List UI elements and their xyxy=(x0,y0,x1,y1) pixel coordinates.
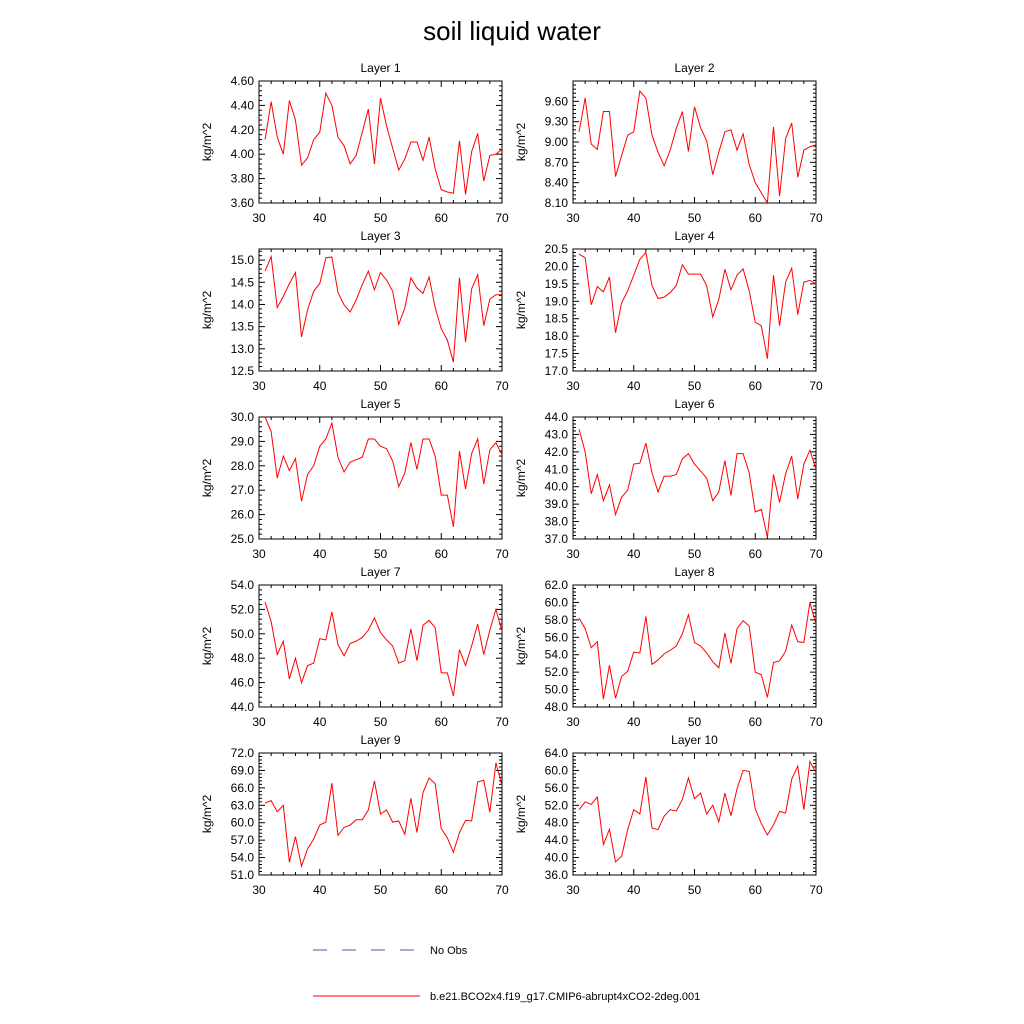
series-line xyxy=(265,257,502,363)
series-line xyxy=(579,762,816,862)
y-tick-label: 56.0 xyxy=(544,780,568,795)
y-tick-label: 40.0 xyxy=(544,850,568,865)
y-tick-label: 4.20 xyxy=(230,122,254,137)
x-tick-label: 50 xyxy=(687,547,702,561)
y-tick-label: 36.0 xyxy=(544,868,568,882)
y-tick-label: 54.0 xyxy=(230,850,254,865)
y-tick-label: 20.5 xyxy=(544,242,568,256)
y-tick-label: 8.70 xyxy=(544,155,568,170)
y-tick-label: 14.5 xyxy=(230,275,254,290)
panel-title: Layer 1 xyxy=(360,61,401,75)
y-tick-label: 4.40 xyxy=(230,98,254,113)
series-line xyxy=(265,602,502,696)
y-tick-label: 17.5 xyxy=(544,346,568,361)
x-tick-label: 30 xyxy=(566,547,580,561)
x-tick-label: 40 xyxy=(627,883,641,897)
y-tick-label: 48.0 xyxy=(544,815,568,830)
y-axis-label: kg/m^2 xyxy=(514,290,528,330)
y-tick-label: 60.0 xyxy=(544,763,568,778)
x-tick-label: 70 xyxy=(809,379,823,393)
y-tick-label: 46.0 xyxy=(230,675,254,690)
y-tick-label: 39.0 xyxy=(544,497,568,512)
y-tick-label: 25.0 xyxy=(230,532,254,546)
panel-title: Layer 4 xyxy=(674,229,715,243)
y-axis-label: kg/m^2 xyxy=(200,626,214,666)
panel-3 xyxy=(200,229,509,393)
y-axis-label: kg/m^2 xyxy=(200,458,214,498)
plot-frame xyxy=(259,585,502,707)
y-tick-label: 20.0 xyxy=(544,259,568,274)
y-tick-label: 30.0 xyxy=(230,410,254,424)
panel-title: Layer 10 xyxy=(671,733,718,747)
y-tick-label: 13.5 xyxy=(230,319,254,334)
legend-label-no-obs: No Obs xyxy=(430,945,468,957)
x-tick-label: 30 xyxy=(566,883,580,897)
plot-frame xyxy=(573,585,816,707)
plot-frame xyxy=(573,417,816,539)
x-tick-label: 60 xyxy=(748,211,762,225)
panel-6 xyxy=(514,397,823,561)
y-tick-label: 60.0 xyxy=(230,815,254,830)
x-tick-label: 40 xyxy=(627,379,641,393)
figure-title: soil liquid water xyxy=(423,16,601,46)
y-tick-label: 58.0 xyxy=(544,612,568,627)
y-axis-label: kg/m^2 xyxy=(200,794,214,834)
series-line xyxy=(265,93,502,194)
y-tick-label: 48.0 xyxy=(544,700,568,714)
x-tick-label: 40 xyxy=(313,715,327,729)
panel-title: Layer 5 xyxy=(360,397,401,411)
x-tick-label: 60 xyxy=(434,211,448,225)
x-tick-label: 40 xyxy=(313,883,327,897)
x-tick-label: 30 xyxy=(566,715,580,729)
y-tick-label: 8.40 xyxy=(544,175,568,190)
y-tick-label: 29.0 xyxy=(230,434,254,449)
y-axis-label: kg/m^2 xyxy=(200,122,214,162)
x-tick-label: 70 xyxy=(495,883,509,897)
y-axis-label: kg/m^2 xyxy=(514,458,528,498)
y-tick-label: 14.0 xyxy=(230,297,254,312)
y-tick-label: 69.0 xyxy=(230,763,254,778)
x-tick-label: 50 xyxy=(373,211,388,225)
x-tick-label: 70 xyxy=(809,715,823,729)
panel-title: Layer 6 xyxy=(674,397,715,411)
x-tick-label: 40 xyxy=(627,547,641,561)
y-tick-label: 42.0 xyxy=(544,444,568,459)
y-tick-label: 17.0 xyxy=(544,364,568,378)
panel-title: Layer 7 xyxy=(360,565,401,579)
y-tick-label: 4.60 xyxy=(230,74,254,88)
y-tick-label: 3.60 xyxy=(230,196,254,210)
series-line xyxy=(579,91,816,203)
panel-9 xyxy=(200,733,509,897)
y-axis-label: kg/m^2 xyxy=(514,626,528,666)
x-tick-label: 70 xyxy=(809,883,823,897)
panel-5 xyxy=(200,397,509,561)
y-tick-label: 26.0 xyxy=(230,507,254,522)
y-tick-label: 40.0 xyxy=(544,479,568,494)
x-tick-label: 30 xyxy=(252,883,266,897)
y-tick-label: 48.0 xyxy=(230,651,254,666)
y-tick-label: 9.30 xyxy=(544,114,568,129)
panel-7 xyxy=(200,565,509,729)
series-line xyxy=(579,602,816,699)
x-tick-label: 30 xyxy=(252,379,266,393)
x-tick-label: 70 xyxy=(495,211,509,225)
y-tick-label: 12.5 xyxy=(230,364,254,378)
y-tick-label: 37.0 xyxy=(544,532,568,546)
x-tick-label: 40 xyxy=(313,211,327,225)
x-tick-label: 40 xyxy=(627,211,641,225)
plot-frame xyxy=(573,753,816,875)
x-tick-label: 50 xyxy=(373,715,388,729)
y-tick-label: 64.0 xyxy=(544,746,568,760)
y-tick-label: 9.60 xyxy=(544,94,568,109)
x-tick-label: 70 xyxy=(495,379,509,393)
y-tick-label: 38.0 xyxy=(544,514,568,529)
x-tick-label: 60 xyxy=(748,379,762,393)
y-tick-label: 57.0 xyxy=(230,833,254,848)
y-tick-label: 52.0 xyxy=(230,602,254,617)
y-tick-label: 50.0 xyxy=(544,682,568,697)
y-tick-label: 3.80 xyxy=(230,171,254,186)
x-tick-label: 50 xyxy=(687,211,702,225)
x-tick-label: 70 xyxy=(809,211,823,225)
y-tick-label: 4.00 xyxy=(230,147,254,162)
y-tick-label: 66.0 xyxy=(230,780,254,795)
legend xyxy=(313,945,700,1003)
y-tick-label: 54.0 xyxy=(230,578,254,592)
x-tick-label: 30 xyxy=(566,211,580,225)
series-line xyxy=(579,252,816,358)
panels-grid xyxy=(200,61,823,897)
y-tick-label: 18.5 xyxy=(544,311,568,326)
x-tick-label: 40 xyxy=(627,715,641,729)
y-tick-label: 19.5 xyxy=(544,276,568,291)
y-tick-label: 54.0 xyxy=(544,647,568,662)
series-line xyxy=(265,417,502,527)
y-tick-label: 41.0 xyxy=(544,462,568,477)
y-tick-label: 15.0 xyxy=(230,253,254,268)
x-tick-label: 40 xyxy=(313,379,327,393)
x-tick-label: 70 xyxy=(809,547,823,561)
panel-1 xyxy=(200,61,509,225)
x-tick-label: 40 xyxy=(313,547,327,561)
panel-8 xyxy=(514,565,823,729)
x-tick-label: 60 xyxy=(434,715,448,729)
y-tick-label: 44.0 xyxy=(544,833,568,848)
x-tick-label: 50 xyxy=(373,547,388,561)
x-tick-label: 60 xyxy=(434,379,448,393)
y-tick-label: 44.0 xyxy=(544,410,568,424)
y-tick-label: 18.0 xyxy=(544,329,568,344)
y-tick-label: 60.0 xyxy=(544,595,568,610)
y-axis-label: kg/m^2 xyxy=(514,794,528,834)
x-tick-label: 30 xyxy=(566,379,580,393)
x-tick-label: 60 xyxy=(748,883,762,897)
y-tick-label: 44.0 xyxy=(230,700,254,714)
y-tick-label: 19.0 xyxy=(544,294,568,309)
panel-title: Layer 2 xyxy=(674,61,715,75)
x-tick-label: 30 xyxy=(252,547,266,561)
y-axis-label: kg/m^2 xyxy=(514,122,528,162)
x-tick-label: 60 xyxy=(434,883,448,897)
plot-frame xyxy=(259,417,502,539)
panel-title: Layer 8 xyxy=(674,565,715,579)
y-tick-label: 27.0 xyxy=(230,483,254,498)
y-tick-label: 9.00 xyxy=(544,135,568,149)
y-tick-label: 52.0 xyxy=(544,665,568,680)
y-tick-label: 63.0 xyxy=(230,798,254,813)
legend-label-model: b.e21.BCO2x4.f19_g17.CMIP6-abrupt4xCO2-2deg.001 xyxy=(430,991,701,1003)
y-tick-label: 52.0 xyxy=(544,798,568,813)
x-tick-label: 30 xyxy=(252,211,266,225)
panel-title: Layer 9 xyxy=(360,733,401,747)
y-tick-label: 13.0 xyxy=(230,341,254,356)
y-tick-label: 43.0 xyxy=(544,427,568,442)
x-tick-label: 60 xyxy=(748,715,762,729)
y-tick-label: 51.0 xyxy=(230,868,254,882)
x-tick-label: 50 xyxy=(687,883,702,897)
plot-frame xyxy=(259,249,502,371)
y-axis-label: kg/m^2 xyxy=(200,290,214,330)
series-line xyxy=(579,429,816,537)
x-tick-label: 70 xyxy=(495,715,509,729)
series-line xyxy=(265,763,502,866)
x-tick-label: 50 xyxy=(373,883,388,897)
y-tick-label: 62.0 xyxy=(544,578,568,592)
x-tick-label: 60 xyxy=(748,547,762,561)
plot-frame xyxy=(573,81,816,203)
panel-title: Layer 3 xyxy=(360,229,401,243)
panel-10 xyxy=(514,733,823,897)
plot-frame xyxy=(573,249,816,371)
x-tick-label: 30 xyxy=(252,715,266,729)
panel-2 xyxy=(514,61,823,225)
y-tick-label: 50.0 xyxy=(230,626,254,641)
x-tick-label: 50 xyxy=(373,379,388,393)
y-tick-label: 56.0 xyxy=(544,630,568,645)
y-tick-label: 28.0 xyxy=(230,458,254,473)
panel-4 xyxy=(514,229,823,393)
x-tick-label: 50 xyxy=(687,379,702,393)
y-tick-label: 72.0 xyxy=(230,746,254,760)
x-tick-label: 50 xyxy=(687,715,702,729)
x-tick-label: 60 xyxy=(434,547,448,561)
y-tick-label: 8.10 xyxy=(544,196,568,210)
x-tick-label: 70 xyxy=(495,547,509,561)
